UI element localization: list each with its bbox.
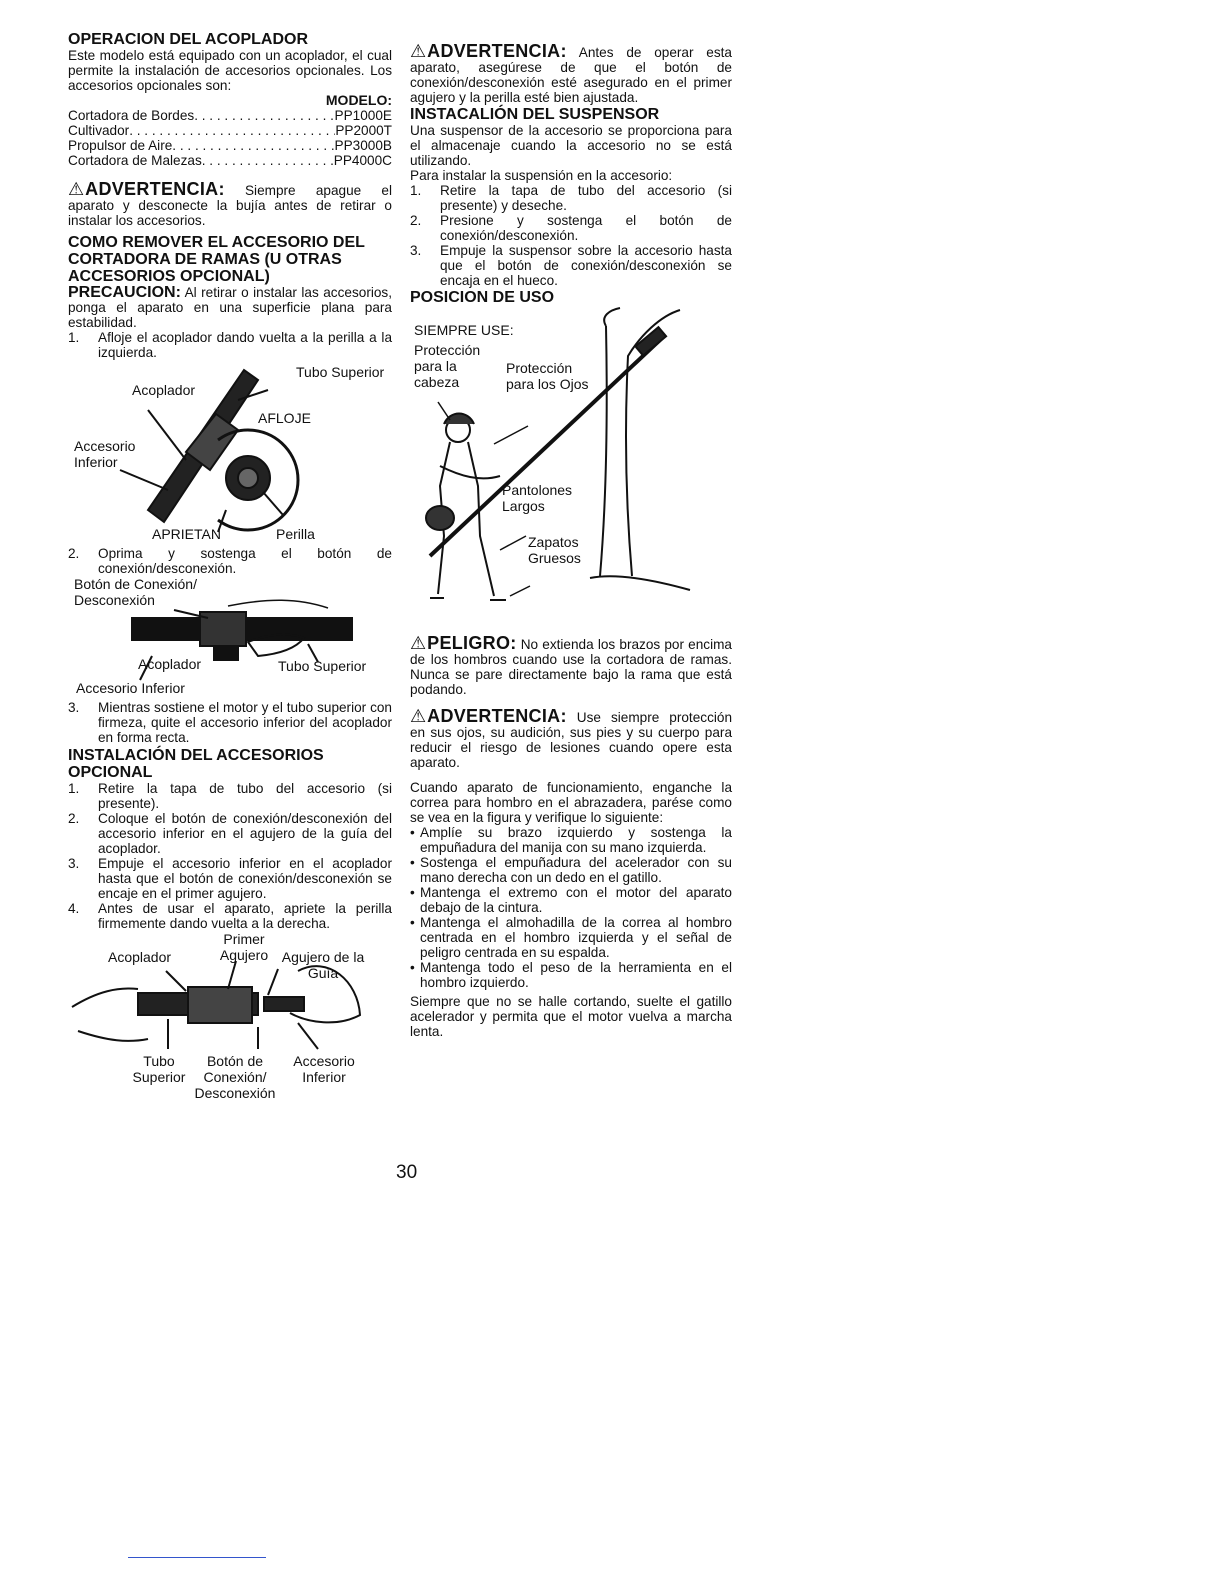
- hanger-steps: [410, 183, 732, 288]
- remove-steps-1: [68, 330, 392, 360]
- label-acoplador: Acoplador: [132, 382, 196, 398]
- list-item: • Mantenga el almohadilla de la correa al hombro centrada en el hombro izquierda y el señal de peligro centrada en su espalda.: [410, 915, 732, 960]
- heading-remove-accessory: COMO REMOVER EL ACCESORIO DEL CORTADORA DE RAMAS (U OTRAS ACCESORIOS OPCIONAL): [68, 234, 365, 285]
- model-row: Cultivador . . . PP2000T: [68, 123, 392, 138]
- label-aprietan: APRIETAN: [152, 526, 221, 542]
- label-tubo-superior-2: Tubo Superior: [278, 658, 367, 674]
- figure-loosen-coupler: [68, 360, 392, 546]
- list-item: 2. Oprima y sostenga el botón de conexión/desconexión.: [68, 546, 392, 576]
- list-item: 1. Retire la tapa de tubo del accesorio (si presente) y deseche.: [410, 183, 732, 213]
- label-perilla: Perilla: [276, 526, 315, 542]
- list-item: 1. Afloje el acoplador dando vuelta a la perilla a la izquierda.: [68, 330, 392, 360]
- danger-paragraph: [410, 633, 732, 697]
- coupler-intro: Este modelo está equipado con un acoplador, el cual permite la instalación de accesorios opcionales. Los accesorios opcionales son:: [68, 48, 392, 93]
- label-acoplador-3: Acoplador: [108, 949, 172, 965]
- danger-text: No extienda los brazos por encima de los hombros cuando use la cortadora de ramas. Nunca se pare directamente bajo la rama que está podando.: [410, 637, 732, 697]
- label-afloje: AFLOJE: [258, 410, 311, 426]
- label-pantalones: Pantolones Largos: [502, 482, 573, 514]
- label-zapatos: Zapatos Gruesos: [528, 534, 581, 566]
- warning-label: ADVERTENCIA:: [427, 41, 567, 61]
- right-column: [410, 30, 732, 1039]
- label-accesorio-inferior-2: Accesorio Inferior: [76, 680, 185, 696]
- caution-text: Al retirar o instalar las accesorios, ponga el aparato en una superficie plana para estabilidad.: [68, 285, 393, 330]
- install-steps: [68, 781, 392, 931]
- warning-text: Siempre apague el aparato y desconecte la bujía antes de retirar o instalar los accesorios.: [68, 183, 392, 228]
- model-row: Cortadora de Malezas . . . PP4000C: [68, 153, 392, 168]
- warning-triangle-icon: ⚠: [410, 41, 427, 61]
- list-item: 4. Antes de usar el aparato, apriete la perilla firmemente dando vuelta a la derecha.: [68, 901, 392, 931]
- model-row: Propulsor de Aire . . . PP3000B: [68, 138, 392, 153]
- operating-checklist: [410, 825, 732, 990]
- list-item: 1. Retire la tapa de tubo del accesorio (si presente).: [68, 781, 392, 811]
- danger-label: PELIGRO:: [427, 633, 517, 653]
- warning-protection: [410, 706, 733, 770]
- model-row: Cortadora de Bordes . . . PP1000E: [68, 108, 392, 123]
- label-siempre-use: SIEMPRE USE:: [414, 322, 514, 338]
- caution-paragraph: [68, 285, 392, 330]
- label-boton-conexion: Botón de Conexión/ Desconexión: [74, 576, 197, 608]
- page-number: 30: [396, 1162, 418, 1183]
- operating-paragraph: Cuando aparato de funcionamiento, enganche la correa para hombro en el abrazadera, parése como se vea en la figura y verifique lo siguiente:: [410, 780, 732, 825]
- heading-install-accessory: INSTALACIÓN DEL ACCESORIOS OPCIONAL: [68, 747, 324, 781]
- heading-operating-position: POSICION DE USO: [410, 289, 555, 306]
- caution-label: PRECAUCION:: [68, 284, 181, 301]
- list-item: • Sostenga el empuñadura del acelerador con su mano derecha con un dedo en el gatillo.: [410, 855, 732, 885]
- closing-paragraph: Siempre que no se halle cortando, suelte el gatillo acelerador y permita que el motor vuelva a marcha lenta.: [410, 994, 732, 1039]
- warning-triangle-icon: ⚠: [68, 179, 85, 199]
- label-boton-conexion-3: Botón de Conexión/ Desconexión: [194, 1053, 276, 1101]
- list-item: • Amplíe su brazo izquierdo y sostenga la empuñadura del manija con su mano izquierda.: [410, 825, 732, 855]
- model-list: [68, 108, 392, 168]
- list-item: 3. Empuje el accesorio inferior en el acoplador hasta que el botón de conexión/desconexión se encaje en el primer agujero.: [68, 856, 392, 901]
- label-proteccion-ojos: Protección para los Ojos: [506, 360, 589, 392]
- warning-label: ADVERTENCIA:: [85, 179, 225, 199]
- hanger-lead: Para instalar la suspensión en la accesorio:: [410, 168, 673, 183]
- warning-text: Use siempre protección en sus ojos, su audición, sus pies y su cuerpo para reducir el riesgo de lesiones cuando opere esta aparato.: [410, 710, 733, 770]
- figure-press-button: [68, 576, 392, 700]
- heading-hanger: INSTACALIÓN DEL SUSPENSOR: [410, 106, 660, 123]
- label-tubo-superior: Tubo Superior: [296, 364, 385, 380]
- list-item: 3. Empuje la suspensor sobre la accesorio hasta que el botón de conexión/desconexión se encaja en el hueco.: [410, 243, 732, 288]
- label-accesorio-inferior-3: Accesorio Inferior: [293, 1053, 355, 1085]
- remove-steps-3: [68, 700, 392, 745]
- warning-text: Antes de operar esta aparato, asegúrese de que el botón de conexión/desconexión esté asegurado en el primer agujero y la perilla esté bien ajustada.: [410, 45, 732, 105]
- warning-label: ADVERTENCIA:: [427, 706, 567, 726]
- modelo-label: MODELO:: [325, 92, 392, 108]
- label-accesorio-inferior: Accesorio Inferior: [74, 438, 136, 470]
- footer-divider: [128, 1557, 266, 1558]
- list-item: • Mantenga todo el peso de la herramienta en el hombro izquierdo.: [410, 960, 732, 990]
- label-agujero-guia: Agujero de la Guía: [281, 949, 365, 981]
- label-primer-agujero: Primer Agujero: [219, 931, 269, 963]
- list-item: 3. Mientras sostiene el motor y el tubo superior con firmeza, quite el accesorio inferior del acoplador en forma recta.: [68, 700, 392, 745]
- label-proteccion-cabeza: Protección para la cabeza: [414, 342, 481, 390]
- list-item: 2. Coloque el botón de conexión/desconexión del accesorio inferior en el agujero de la guía del acoplador.: [68, 811, 392, 856]
- warning-triangle-icon: ⚠: [410, 706, 427, 726]
- figure-operating-position: [410, 306, 732, 624]
- list-item: • Mantenga el extremo con el motor del aparato debajo de la cintura.: [410, 885, 732, 915]
- list-item: 2. Presione y sostenga el botón de conexión/desconexión.: [410, 213, 732, 243]
- heading-coupler-operation: OPERACION DEL ACOPLADOR: [68, 31, 309, 48]
- warning-before-operating: [410, 41, 732, 105]
- warning-triangle-icon: ⚠: [410, 633, 427, 653]
- label-acoplador-2: Acoplador: [138, 656, 202, 672]
- hanger-intro: Una suspensor de la accesorio se proporciona para el almacenaje cuando la accesorio no se está utilizando.: [410, 123, 732, 168]
- figure-install-accessory: [68, 931, 392, 1111]
- remove-steps-2: [68, 546, 392, 576]
- warning-accessories: [68, 179, 392, 228]
- left-column: [68, 30, 392, 1111]
- label-tubo-superior-3: Tubo Superior: [132, 1053, 186, 1085]
